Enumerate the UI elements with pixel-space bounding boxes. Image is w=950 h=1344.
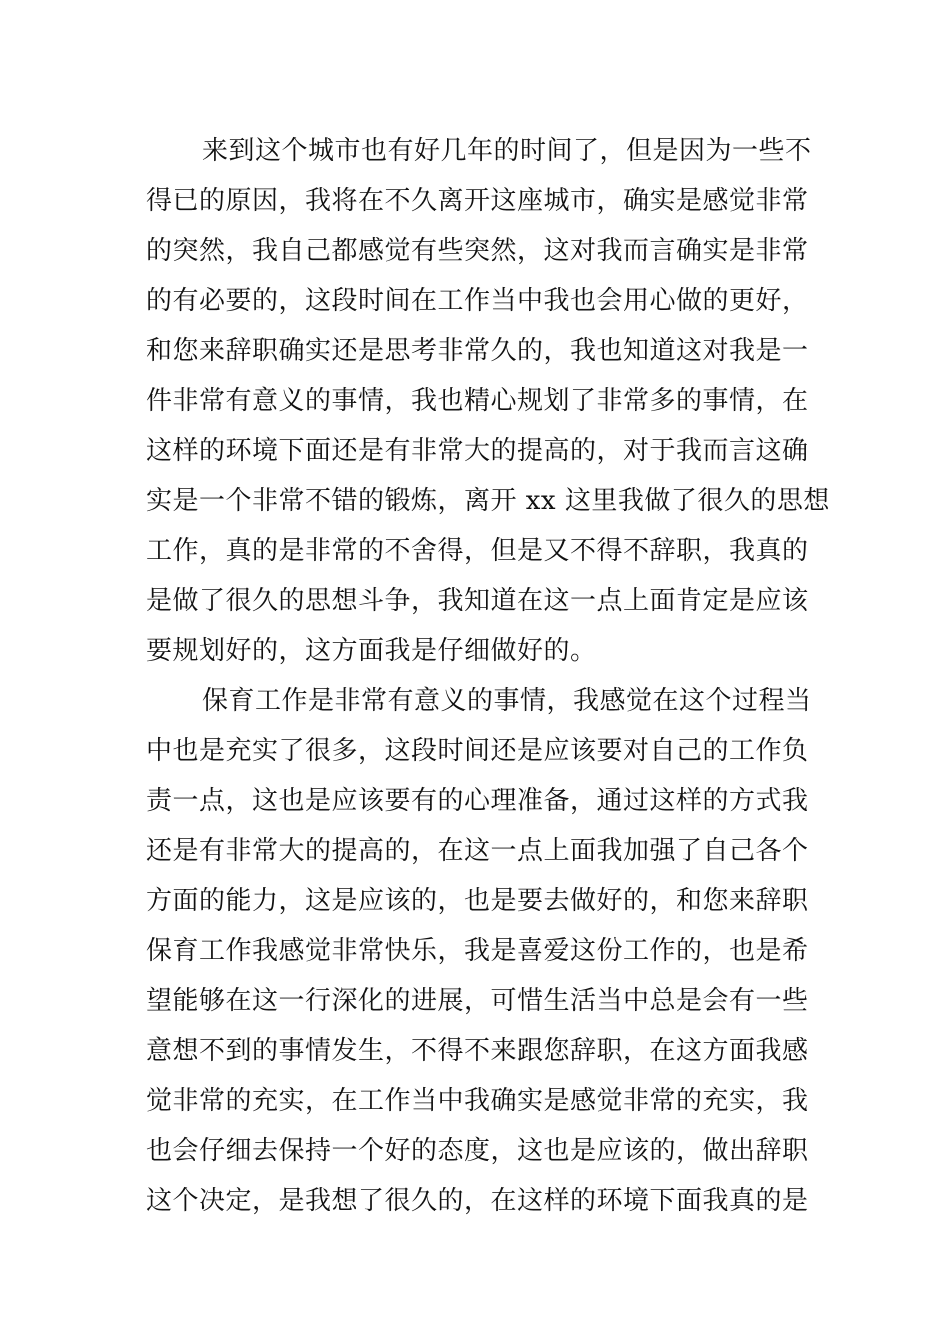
text-line: 的突然，我自己都感觉有些突然，这对我而言确实是非常 (146, 236, 809, 266)
text-line: 意想不到的事情发生，不得不来跟您辞职，在这方面我感 (146, 1036, 809, 1066)
text-line: 得已的原因，我将在不久离开这座城市，确实是感觉非常 (146, 186, 809, 216)
document-body (146, 126, 830, 1226)
text-line: 也会仔细去保持一个好的态度，这也是应该的，做出辞职 (146, 1136, 809, 1166)
text-line: 要规划好的，这方面我是仔细做好的。 (146, 636, 597, 666)
text-line: 责一点，这也是应该要有的心理准备，通过这样的方式我 (146, 786, 809, 816)
text-line: 和您来辞职确实还是思考非常久的，我也知道这对我是一 (146, 336, 809, 366)
paragraph-2 (146, 676, 812, 1226)
text-line: 方面的能力，这是应该的，也是要去做好的，和您来辞职 (146, 886, 809, 916)
text-line: 望能够在这一行深化的进展，可惜生活当中总是会有一些 (146, 986, 809, 1016)
text-line: 的有必要的，这段时间在工作当中我也会用心做的更好， (146, 286, 809, 316)
text-line: 觉非常的充实，在工作当中我确实是感觉非常的充实，我 (146, 1086, 809, 1116)
text-line: 保育工作是非常有意义的事情，我感觉在这个过程当 (202, 686, 812, 716)
paragraph-1 (146, 126, 830, 676)
text-line: 还是有非常大的提高的，在这一点上面我加强了自己各个 (146, 836, 809, 866)
text-line: 工作，真的是非常的不舍得，但是又不得不辞职，我真的 (146, 536, 809, 566)
text-line: 件非常有意义的事情，我也精心规划了非常多的事情，在 (146, 386, 809, 416)
text-line: 保育工作我感觉非常快乐，我是喜爱这份工作的，也是希 (146, 936, 809, 966)
text-line: 来到这个城市也有好几年的时间了，但是因为一些不 (202, 136, 812, 166)
text-line: 是做了很久的思想斗争，我知道在这一点上面肯定是应该 (146, 586, 809, 616)
text-line: 这样的环境下面还是有非常大的提高的，对于我而言这确 (146, 436, 809, 466)
text-line: 这个决定，是我想了很久的，在这样的环境下面我真的是 (146, 1186, 809, 1216)
text-line: 实是一个非常不错的锻炼，离开 xx 这里我做了很久的思想 (146, 486, 830, 516)
text-line: 中也是充实了很多，这段时间还是应该要对自己的工作负 (146, 736, 809, 766)
